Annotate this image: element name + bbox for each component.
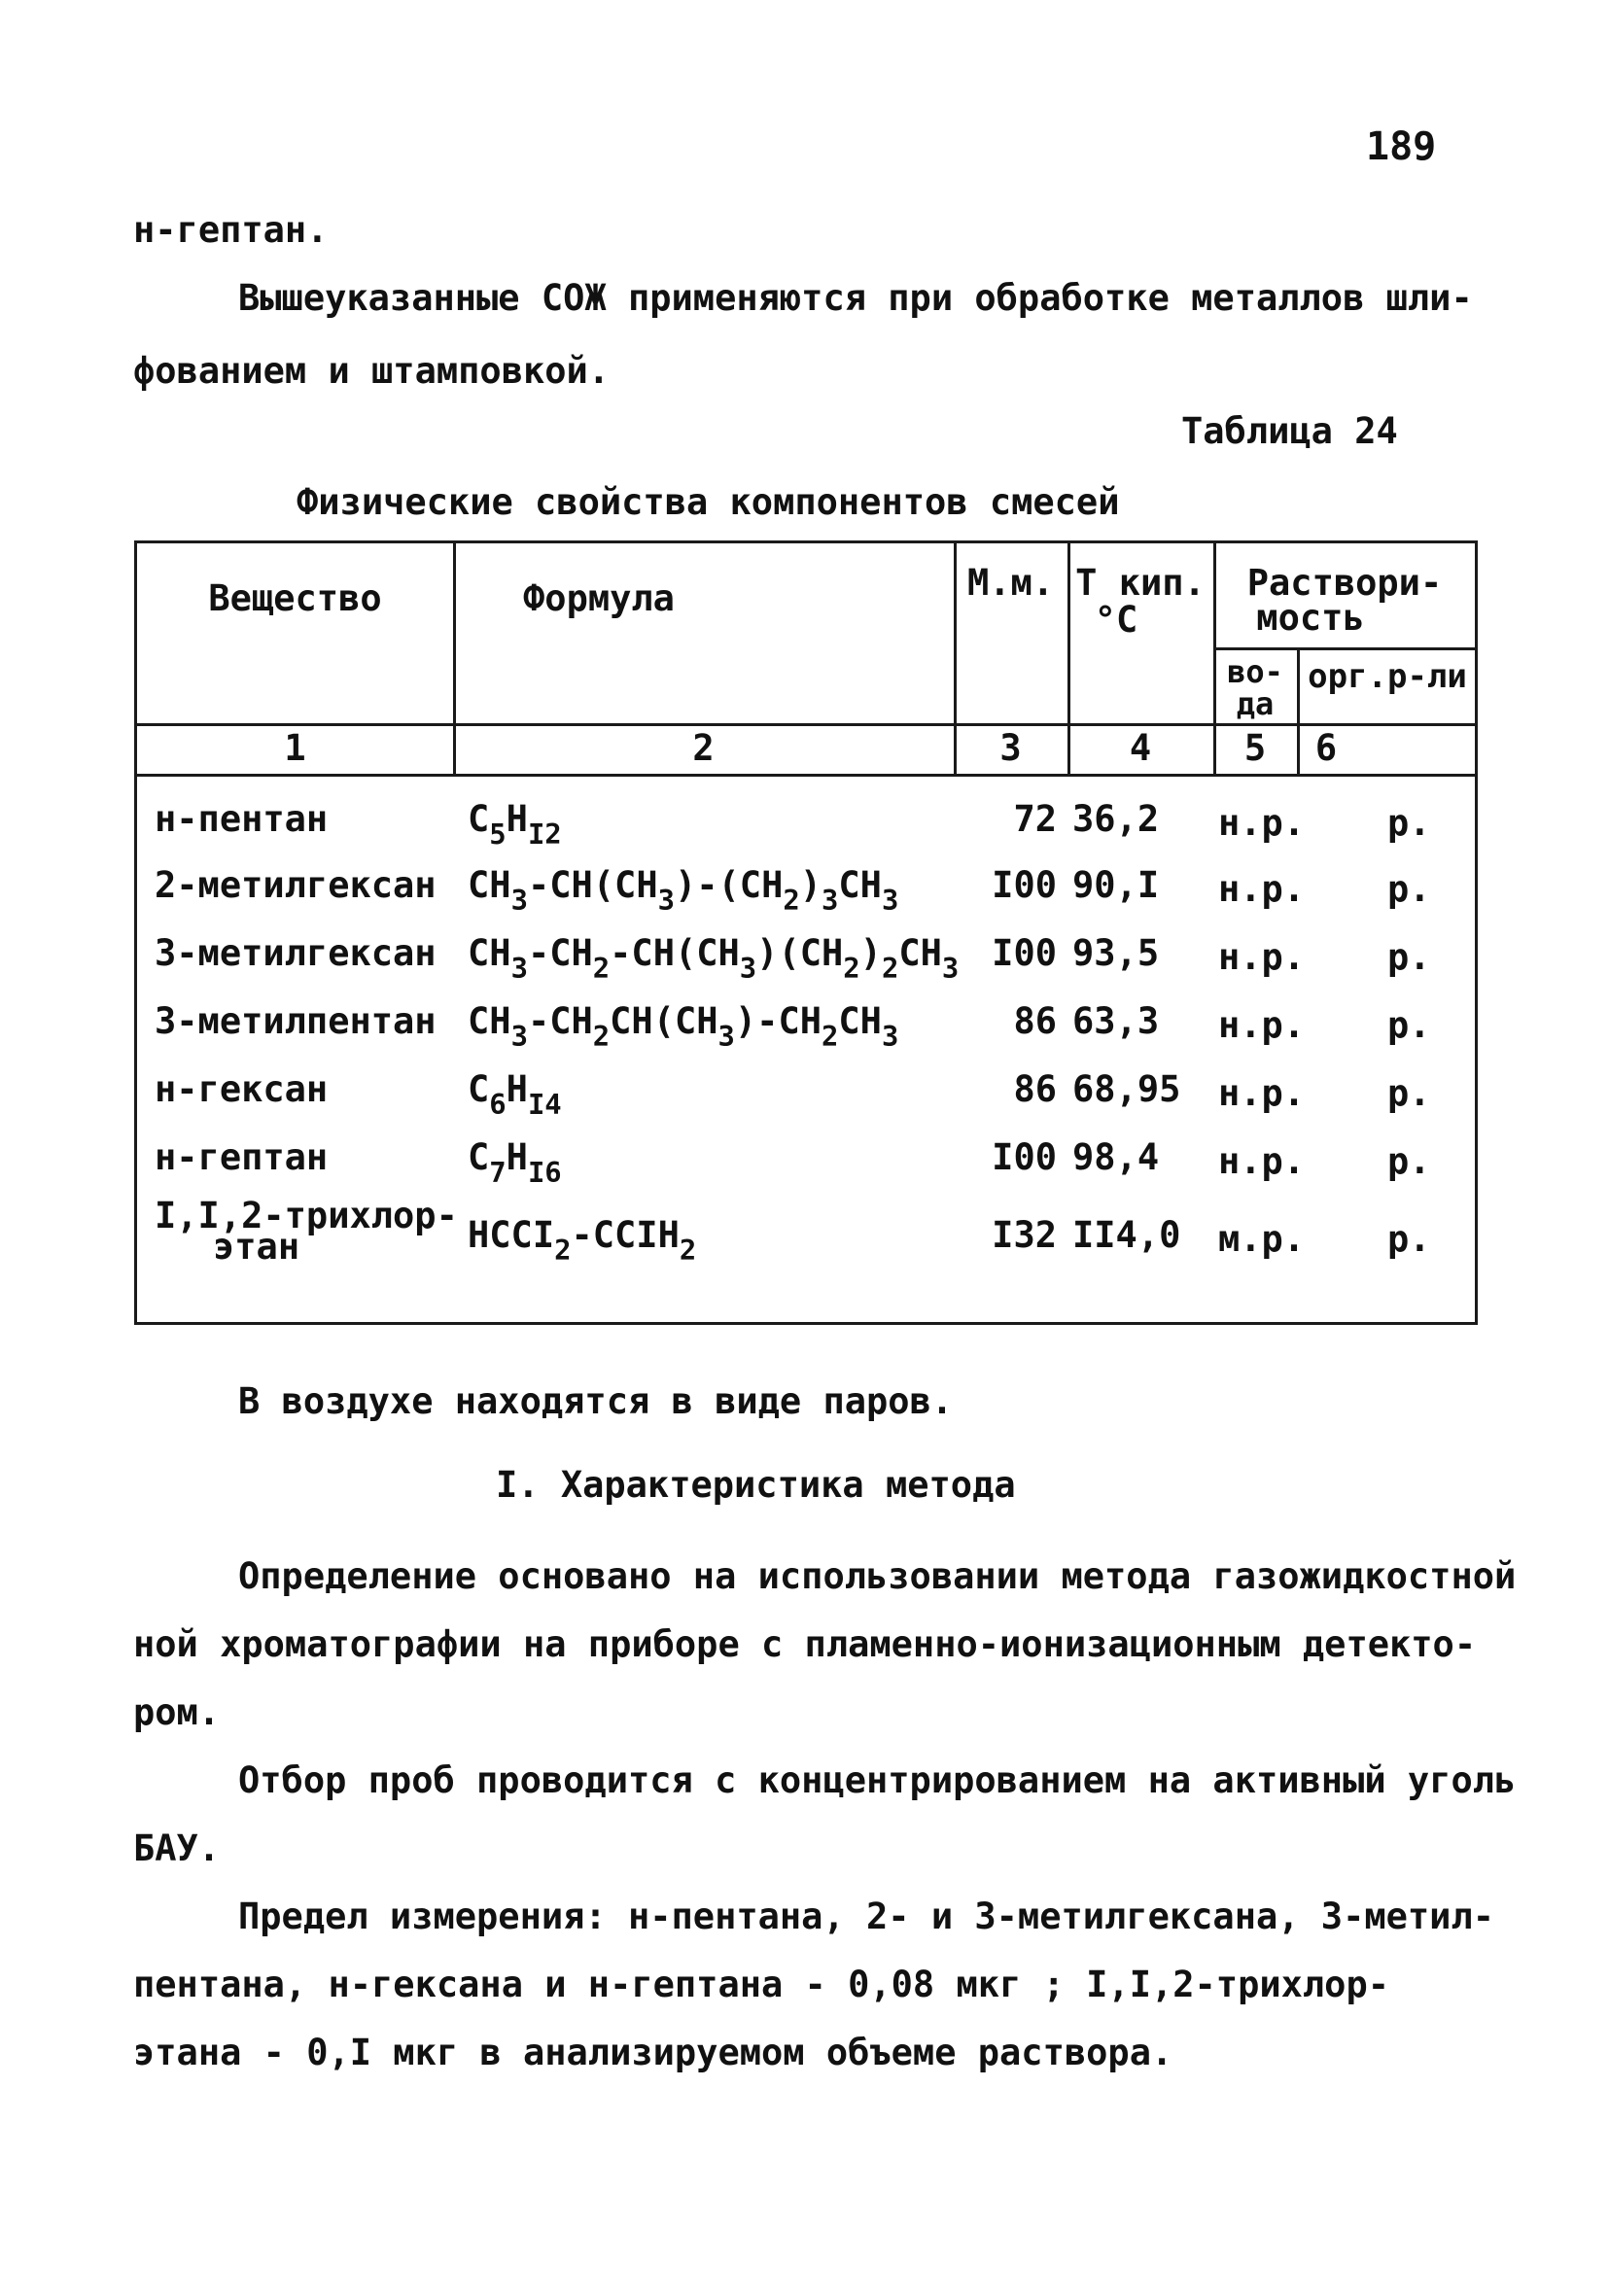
cell-organic-solubility: р. — [1387, 1072, 1431, 1114]
cell-molar-mass: 72 — [1013, 798, 1057, 840]
header-divider — [137, 774, 1478, 777]
cell-boiling-point: 63,3 — [1072, 1000, 1160, 1042]
paragraph-line: ром. — [133, 1691, 221, 1733]
paragraph-line: этана - 0,I мкг в анализируемом объеме раствора. — [133, 2032, 1173, 2073]
cell-molar-mass: I00 — [992, 864, 1057, 906]
cell-substance: 2-метилгексан — [155, 864, 437, 906]
cell-boiling-point: 36,2 — [1072, 798, 1160, 840]
cell-boiling-point: II4,0 — [1072, 1214, 1181, 1256]
header-boiling-point: Т кип. — [1075, 562, 1206, 604]
paragraph-line: Предел измерения: н-пентана, 2- и 3-метилгексана, 3-метил- — [238, 1896, 1495, 1937]
header-solubility: Раствори- — [1246, 562, 1443, 604]
header-formula: Формула — [523, 577, 675, 619]
cell-water-solubility: н.р. — [1218, 1004, 1306, 1046]
cell-molar-mass: I00 — [992, 932, 1057, 974]
paragraph-line: ной хроматографии на приборе с пламенно-ионизационным детекто- — [133, 1623, 1477, 1665]
cell-molar-mass: 86 — [1013, 1068, 1057, 1110]
cell-formula: $C_7H_{I6}$ — [468, 1136, 562, 1189]
column-number: 1 — [284, 727, 306, 769]
table-title: Физические свойства компонентов смесей — [297, 481, 1120, 523]
header-boiling-unit: °С — [1094, 599, 1138, 641]
cell-water-solubility: м.р. — [1218, 1218, 1306, 1260]
paragraph-line: Вышеуказанные СОЖ применяются при обработке металлов шли- — [238, 277, 1473, 319]
cell-boiling-point: 90,I — [1072, 864, 1160, 906]
header-water: во- — [1227, 653, 1283, 690]
table-label: Таблица 24 — [1181, 410, 1398, 452]
paragraph-line: пентана, н-гексана и н-гептана - 0,08 мкг ; I,I,2-трихлор- — [133, 1964, 1390, 2005]
cell-formula: $C_5H_{I2}$ — [468, 798, 562, 851]
paragraph-line: В воздухе находятся в виде паров. — [238, 1380, 954, 1422]
cell-organic-solubility: р. — [1387, 936, 1431, 978]
column-number: 3 — [999, 727, 1022, 769]
cell-formula: $CH_3-CH_2CH(CH_3)-CH_2CH_3$ — [468, 1000, 899, 1053]
cell-substance: I,I,2-трихлор- этан — [155, 1195, 458, 1268]
header-organic: орг.р-ли — [1308, 657, 1467, 696]
page-number: 189 — [1366, 124, 1437, 169]
header-divider — [137, 723, 1478, 726]
cell-boiling-point: 93,5 — [1072, 932, 1160, 974]
cell-water-solubility: н.р. — [1218, 1072, 1306, 1114]
cell-water-solubility: н.р. — [1218, 868, 1306, 910]
paragraph-line: БАУ. — [133, 1827, 221, 1869]
header-substance: Вещество — [208, 577, 382, 619]
cell-molar-mass: 86 — [1013, 1000, 1057, 1042]
paragraph-line: фованием и штамповкой. — [133, 350, 611, 392]
cell-boiling-point: 68,95 — [1072, 1068, 1181, 1110]
cell-molar-mass: I32 — [992, 1214, 1057, 1256]
cell-organic-solubility: р. — [1387, 1218, 1431, 1260]
cell-molar-mass: I00 — [992, 1136, 1057, 1178]
cell-substance: 3-метилгексан — [155, 932, 437, 974]
header-water: да — [1236, 685, 1275, 722]
column-number: 5 — [1243, 727, 1267, 769]
continuation-line: н-гептан. — [133, 209, 329, 251]
column-number: 4 — [1129, 727, 1152, 769]
column-number: 6 — [1314, 727, 1338, 769]
paragraph-line: Отбор проб проводится с концентрированием на активный уголь — [238, 1759, 1517, 1801]
column-number: 2 — [692, 727, 715, 769]
cell-formula: $C_6H_{I4}$ — [468, 1068, 562, 1121]
header-molar-mass: М.м. — [966, 562, 1055, 604]
cell-formula: $CH_3-CH_2-CH(CH_3)(CH_2)_2CH_3$ — [468, 932, 960, 985]
cell-water-solubility: н.р. — [1218, 1140, 1306, 1182]
cell-organic-solubility: р. — [1387, 868, 1431, 910]
cell-formula: $CH_3-CH(CH_3)-(CH_2)_3CH_3$ — [468, 864, 899, 917]
cell-organic-solubility: р. — [1387, 1140, 1431, 1182]
cell-organic-solubility: р. — [1387, 1004, 1431, 1046]
properties-table — [134, 540, 1478, 1325]
section-heading: I. Характеристика метода — [496, 1464, 1016, 1506]
header-divider — [1213, 647, 1476, 650]
paragraph-line: Определение основано на использовании метода газожидкостной — [238, 1555, 1517, 1597]
cell-water-solubility: н.р. — [1218, 802, 1306, 844]
cell-water-solubility: н.р. — [1218, 936, 1306, 978]
cell-formula: $HCCI_2-CCIH_2$ — [468, 1214, 697, 1267]
cell-substance: н-гептан — [155, 1136, 329, 1178]
cell-substance: 3-метилпентан — [155, 1000, 437, 1042]
header-solubility: мость — [1256, 597, 1365, 639]
cell-substance: н-пентан — [155, 798, 329, 840]
cell-boiling-point: 98,4 — [1072, 1136, 1160, 1178]
cell-substance: н-гексан — [155, 1068, 329, 1110]
cell-organic-solubility: р. — [1387, 802, 1431, 844]
